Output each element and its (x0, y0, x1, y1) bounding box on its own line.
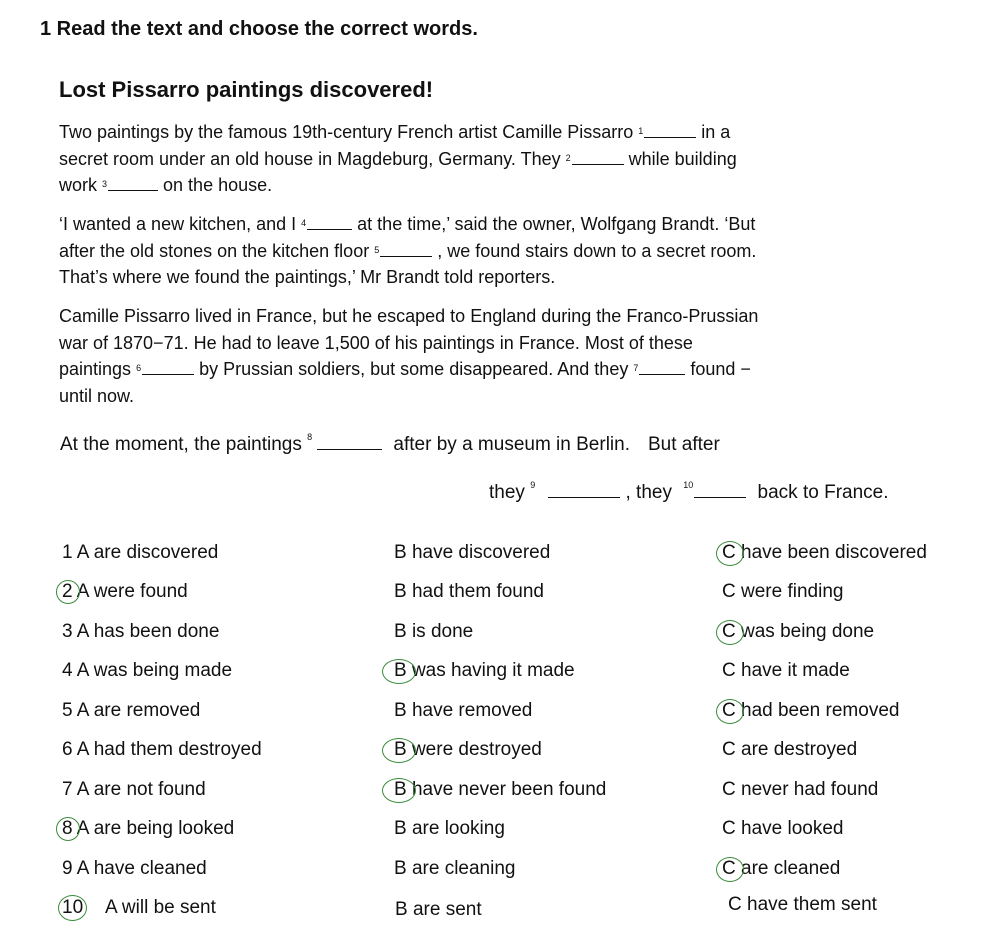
option-c-3[interactable]: C was being done (722, 621, 875, 642)
gap-number: 7 (633, 363, 639, 373)
p1-line-1 (59, 119, 737, 146)
text: on the house. (158, 175, 273, 195)
gap-blank-8 (317, 433, 382, 450)
text: after the old stones on the kitchen floor (59, 240, 375, 261)
question-number-10[interactable]: 10 (62, 897, 84, 918)
text: found − (685, 359, 751, 379)
gap-blank-4 (307, 213, 352, 230)
paragraph-5 (489, 481, 889, 504)
answer-circle (382, 778, 416, 803)
text: after by a museum in Berlin. (388, 434, 630, 455)
gap-number: 10 (683, 480, 694, 490)
paragraph-2 (59, 211, 756, 291)
option-b-9[interactable]: B are cleaning (394, 858, 516, 879)
option-a-8[interactable]: 8 A are being looked (62, 818, 235, 839)
p3-line-3 (59, 356, 758, 383)
option-c-2[interactable]: C were finding (722, 581, 844, 602)
option-c-6[interactable]: C are destroyed (722, 739, 858, 760)
option-b-5[interactable]: B have removed (394, 700, 533, 721)
option-b-2[interactable]: B had them found (394, 581, 544, 602)
option-c-5[interactable]: C had been removed (722, 700, 900, 721)
gap-number: 2 (565, 152, 571, 163)
answer-circle (56, 817, 80, 841)
gap-blank-3 (108, 174, 158, 191)
p1-line-3 (59, 172, 737, 199)
gap-number: 8 (307, 432, 313, 442)
p3-line-1: Camille Pissarro lived in France, but he escaped to England during the Franco-Prussian (59, 306, 759, 326)
option-c-9[interactable]: C are cleaned (722, 858, 841, 879)
option-c-1[interactable]: C have been discovered (722, 542, 927, 563)
answer-circle (716, 699, 744, 724)
answer-circle (58, 895, 87, 921)
instruction-heading: 1 Read the text and choose the correct words. (40, 18, 478, 40)
option-c-7[interactable]: C never had found (722, 779, 879, 800)
answer-circle (382, 659, 416, 684)
answer-circle (382, 738, 416, 763)
option-c-4[interactable]: C have it made (722, 660, 850, 681)
gap-blank-9 (548, 481, 620, 498)
option-b-10[interactable]: B are sent (395, 899, 482, 920)
option-b-4[interactable]: B was having it made (394, 660, 575, 681)
paragraph-3 (59, 303, 758, 409)
text: they (489, 482, 531, 503)
option-c-10[interactable]: C have them sent (728, 894, 877, 915)
option-a-2[interactable]: 2 A were found (62, 581, 188, 602)
p1-line-2 (59, 146, 737, 173)
gap-blank-5 (380, 240, 432, 257)
option-a-10[interactable]: A will be sent (105, 897, 216, 918)
option-a-3[interactable]: 3 A has been done (62, 621, 220, 642)
text: paintings (59, 359, 137, 379)
answer-circle (716, 620, 744, 645)
option-c-8[interactable]: C have looked (722, 818, 844, 839)
text: secret room under an old house in Magdeburg, Germany. They (59, 148, 566, 169)
text: Two paintings by the famous 19th-century French artist Camille Pissarro (59, 122, 639, 142)
gap-blank-10 (694, 481, 746, 498)
p2-line-2 (59, 238, 756, 265)
paragraph-4 (60, 433, 720, 456)
option-a-1[interactable]: 1 A are discovered (62, 542, 219, 563)
text: by Prussian soldiers, but some disappeared. And they (194, 359, 634, 379)
option-a-6[interactable]: 6 A had them destroyed (62, 739, 262, 760)
text: at the time,’ said the owner, Wolfgang Brandt. ‘But (352, 214, 756, 234)
text: work (59, 175, 103, 195)
paragraph-1 (59, 119, 737, 199)
option-b-3[interactable]: B is done (394, 621, 474, 642)
text: back to France. (752, 482, 889, 503)
answer-circle (56, 580, 80, 604)
p3-line-2: war of 1870−71. He had to leave 1,500 of his paintings in France. Most of these (59, 332, 693, 353)
p2-line-1 (59, 211, 756, 238)
p2-line-3: That’s where we found the paintings,’ Mr Brandt told reporters. (59, 267, 556, 287)
gap-number: 1 (638, 126, 644, 136)
option-b-7[interactable]: B have never been found (394, 779, 607, 800)
option-a-7[interactable]: 7 A are not found (62, 779, 206, 800)
answer-circle (716, 857, 744, 882)
option-b-8[interactable]: B are looking (394, 818, 505, 839)
gap-number: 6 (136, 363, 142, 373)
gap-blank-7 (639, 358, 685, 375)
text: But after (647, 434, 720, 455)
answer-circle (716, 541, 744, 566)
gap-number: 5 (374, 244, 380, 255)
p3-line-4: until now. (59, 385, 135, 406)
gap-number: 4 (301, 218, 307, 228)
gap-number: 9 (530, 480, 536, 490)
text: while building (623, 148, 737, 169)
option-b-6[interactable]: B were destroyed (394, 739, 542, 760)
text: in a (696, 122, 731, 142)
gap-number: 3 (102, 179, 108, 189)
gap-blank-1 (644, 121, 696, 138)
option-a-4[interactable]: 4 A was being made (62, 660, 233, 681)
text: , they (620, 482, 678, 503)
option-a-5[interactable]: 5 A are removed (62, 700, 201, 721)
option-b-1[interactable]: B have discovered (394, 542, 551, 563)
gap-blank-2 (572, 148, 624, 165)
text: , we found stairs down to a secret room. (432, 240, 757, 261)
text: At the moment, the paintings (60, 434, 308, 455)
article-title: Lost Pissarro paintings discovered! (59, 77, 434, 102)
gap-blank-6 (142, 358, 194, 375)
text: ‘I wanted a new kitchen, and I (59, 214, 302, 234)
option-a-9[interactable]: 9 A have cleaned (62, 858, 207, 879)
